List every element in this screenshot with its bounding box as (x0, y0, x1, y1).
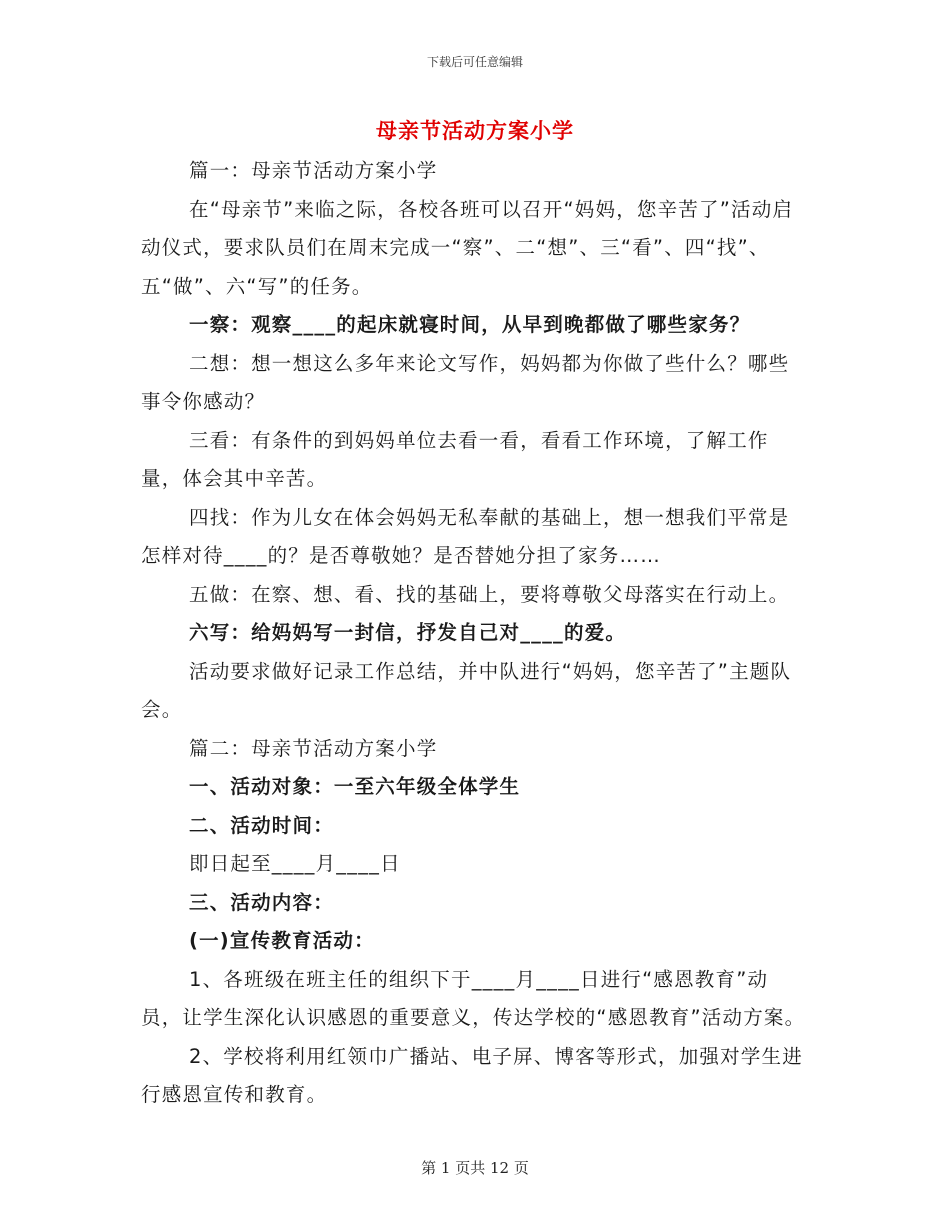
paragraph-2: 一察：观察____的起床就寝时间，从早到晚都做了哪些家务？ (189, 313, 751, 336)
paragraph-3: 二想：想一想这么多年来论文写作，妈妈都为你做了些什么？哪些事令你感动？ (141, 351, 790, 413)
paragraph-14: (一)宣传教育活动： (189, 929, 375, 952)
paragraph-15: 1、各班级在班主任的组织下于____月____日进行“感恩教育”动员，让学生深化认识感恩的重要意义，传达学校的“感恩教育”活动方案。 (141, 967, 806, 1029)
page-footer: 第 1 页共 12 页 (421, 1159, 529, 1177)
paragraph-6: 五做：在察、想、看、找的基础上，要将尊敬父母落实在行动上。 (189, 582, 790, 606)
paragraph-4: 三看：有条件的到妈妈单位去看一看，看看工作环境，了解工作量，体会其中辛苦。 (141, 428, 769, 490)
paragraph-1: 在“母亲节”来临之际，各校各班可以召开“妈妈，您辛苦了”活动启动仪式，要求队员们在周末完成一“察”、二“想”、三“看”、四“找”、五“做”、六“写”的任务。 (141, 197, 794, 298)
paragraph-5: 四找：作为儿女在体会妈妈无私奉献的基础上，想一想我们平常是怎样对待____的？是否尊敬她？是否替她分担了家务…… (141, 505, 790, 567)
document-title: 母亲节活动方案小学 (376, 119, 574, 143)
paragraph-11: 二、活动时间： (189, 813, 334, 837)
paragraph-12: 即日起至____月____日 (189, 852, 401, 875)
page-header: 下载后可任意编辑 (426, 55, 523, 69)
paragraph-9: 篇二：母亲节活动方案小学 (189, 736, 438, 760)
paragraph-8: 活动要求做好记录工作总结，并中队进行“妈妈，您辛苦了”主题队会。 (141, 659, 792, 721)
document-body (141, 152, 809, 1115)
paragraph-16: 2、学校将利用红领巾广播站、电子屏、博客等形式，加强对学生进行感恩宣传和教育。 (141, 1044, 803, 1106)
paragraph-0: 篇一：母亲节活动方案小学 (189, 159, 438, 182)
paragraph-13: 三、活动内容： (189, 890, 334, 914)
paragraph-10: 一、活动对象：一至六年级全体学生 (189, 775, 521, 798)
paragraph-7: 六写：给妈妈写一封信，抒发自己对____的爱。 (189, 621, 627, 644)
